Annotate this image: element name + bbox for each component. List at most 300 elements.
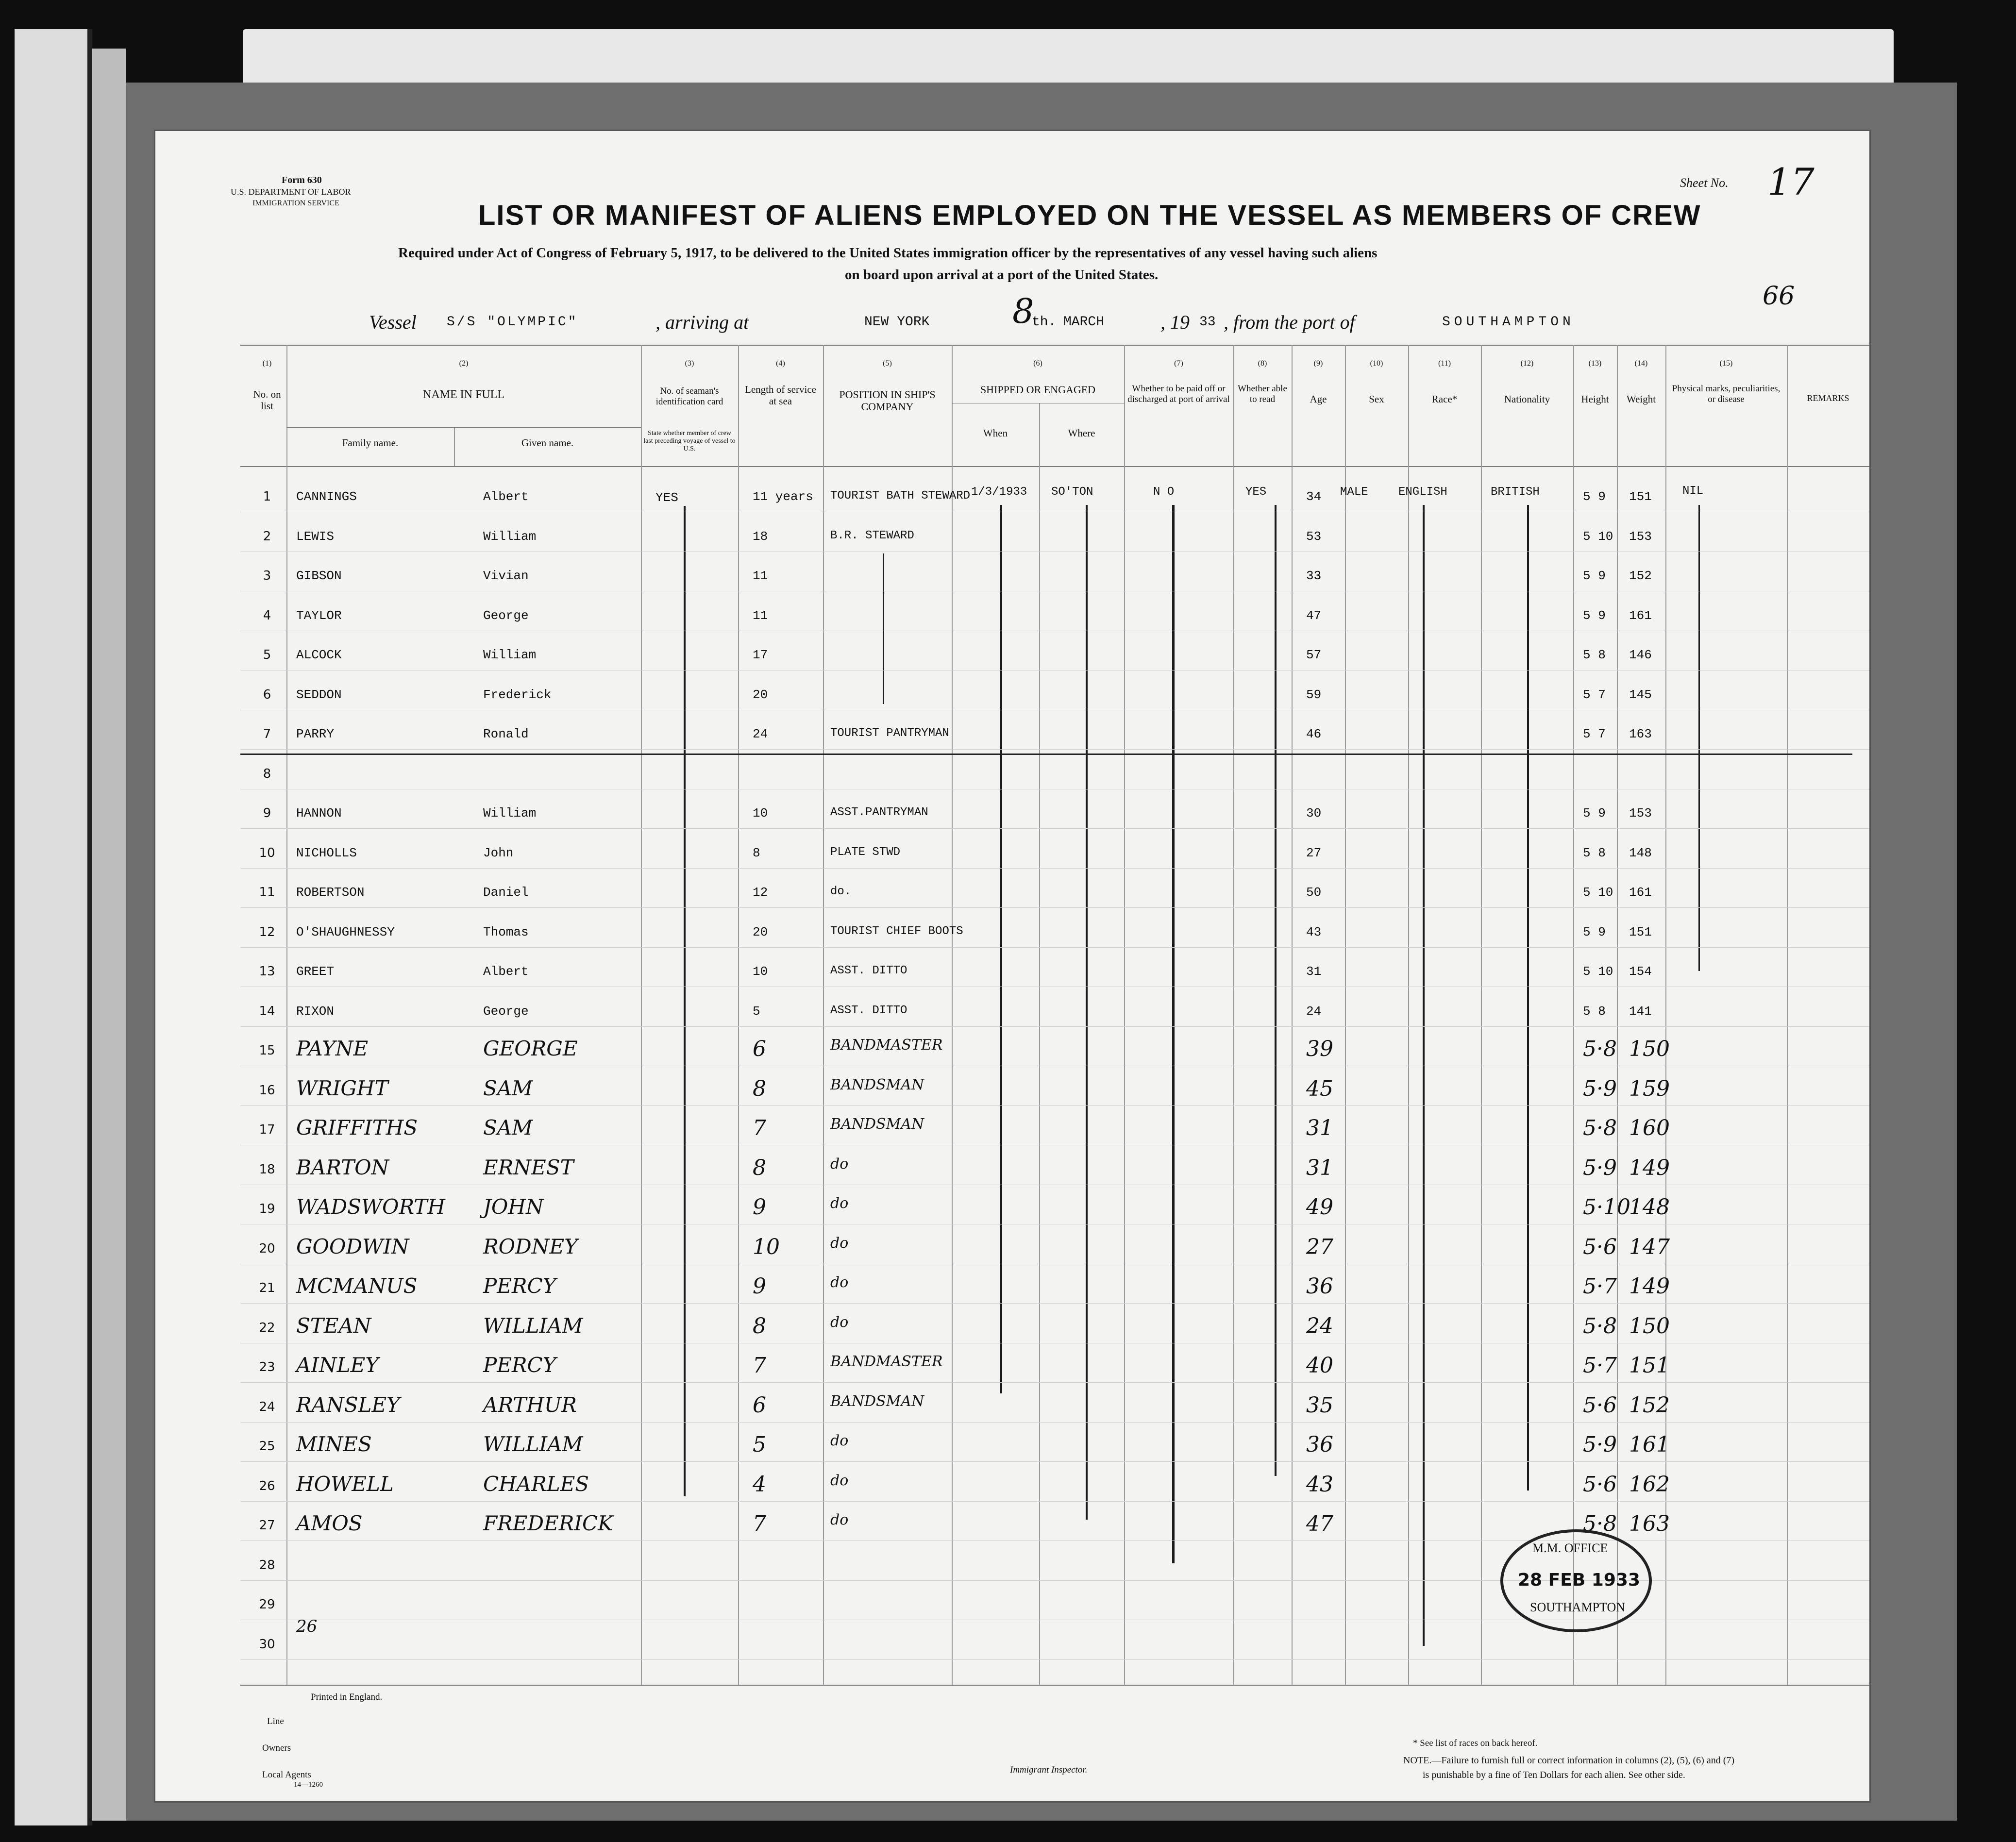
age: 57 bbox=[1306, 648, 1322, 662]
family-name: MINES bbox=[296, 1432, 372, 1456]
nationality-value: BRITISH bbox=[1491, 486, 1540, 499]
header-family-name: Family name. bbox=[342, 437, 399, 449]
ditto-stroke bbox=[1000, 505, 1002, 1393]
line-label: Line bbox=[267, 1716, 284, 1726]
family-name: NICHOLLS bbox=[296, 846, 357, 860]
col-divider bbox=[1408, 345, 1409, 1685]
weight: 161 bbox=[1629, 1432, 1670, 1457]
row-number: 13 bbox=[259, 964, 275, 979]
family-name: AINLEY bbox=[296, 1353, 379, 1377]
age: 45 bbox=[1306, 1076, 1333, 1101]
service-length: 6 bbox=[753, 1393, 766, 1418]
service-length: 11 years bbox=[753, 489, 813, 504]
weight: 151 bbox=[1629, 925, 1652, 939]
position: do bbox=[830, 1472, 849, 1489]
header-sex: Sex bbox=[1369, 393, 1384, 405]
row-number: 3 bbox=[263, 569, 271, 583]
sex-value: MALE bbox=[1340, 486, 1368, 499]
service-length: 11 bbox=[753, 608, 768, 623]
physical-value: NIL bbox=[1682, 485, 1704, 498]
ditto-stroke bbox=[1423, 505, 1425, 1646]
col-divider bbox=[952, 345, 953, 1685]
row-number: 7 bbox=[263, 727, 271, 741]
family-name: AMOS bbox=[296, 1511, 363, 1535]
col-divider bbox=[1233, 345, 1234, 1685]
height: 5 9 bbox=[1583, 608, 1606, 623]
age: 33 bbox=[1306, 569, 1322, 583]
row-number: 21 bbox=[259, 1281, 275, 1295]
table-top-rule bbox=[240, 345, 1869, 346]
col-divider bbox=[1481, 345, 1482, 1685]
service-length: 5 bbox=[753, 1432, 766, 1457]
given-name: George bbox=[483, 608, 529, 623]
weight: 150 bbox=[1629, 1314, 1670, 1339]
col-num-2: (2) bbox=[459, 359, 469, 368]
row-number: 17 bbox=[259, 1122, 275, 1137]
weight: 163 bbox=[1629, 727, 1652, 741]
col-num-8: (8) bbox=[1258, 359, 1267, 368]
from-label: , from the port of bbox=[1224, 311, 1355, 333]
family-name: SEDDON bbox=[296, 687, 342, 702]
family-name: HOWELL bbox=[296, 1472, 394, 1496]
weight: 162 bbox=[1629, 1472, 1670, 1497]
col-divider bbox=[1039, 403, 1040, 1685]
stamp-bottom: SOUTHAMPTON bbox=[1530, 1600, 1625, 1614]
row-number: 1 bbox=[263, 489, 271, 504]
binder-edge bbox=[15, 29, 92, 1825]
stamp-top: M.M. OFFICE bbox=[1532, 1541, 1608, 1555]
row-number: 23 bbox=[259, 1360, 275, 1374]
family-name: GOODWIN bbox=[296, 1235, 409, 1258]
service-length: 11 bbox=[753, 569, 768, 583]
service-length: 8 bbox=[753, 1076, 766, 1101]
row-number: 24 bbox=[259, 1400, 275, 1414]
stamp-date: 28 FEB 1933 bbox=[1518, 1570, 1640, 1590]
row-rule bbox=[240, 947, 1869, 948]
row-rule bbox=[240, 749, 1869, 750]
height: 5 9 bbox=[1583, 569, 1606, 583]
service-length: 8 bbox=[753, 846, 760, 860]
col-num-15: (15) bbox=[1719, 359, 1733, 368]
service-length: 10 bbox=[753, 964, 768, 979]
height: 5 9 bbox=[1583, 806, 1606, 821]
family-name: ALCOCK bbox=[296, 648, 342, 662]
subtitle-line-2: on board upon arrival at a port of the United States. bbox=[845, 267, 1159, 283]
section-rule bbox=[240, 754, 1852, 755]
height: 5·7 bbox=[1583, 1353, 1617, 1378]
height: 5·8 bbox=[1583, 1116, 1617, 1140]
col-divider bbox=[1345, 345, 1346, 1685]
given-name: John bbox=[483, 846, 514, 860]
service-length: 12 bbox=[753, 885, 768, 900]
height: 5 8 bbox=[1583, 1004, 1606, 1019]
service-length: 8 bbox=[753, 1155, 766, 1180]
weight: 148 bbox=[1629, 1195, 1670, 1220]
col-num-9: (9) bbox=[1313, 359, 1323, 368]
header-where: Where bbox=[1068, 427, 1095, 439]
height: 5·6 bbox=[1583, 1235, 1617, 1259]
given-name: ERNEST bbox=[483, 1155, 574, 1179]
arriving-label: , arriving at bbox=[655, 311, 749, 333]
header-weight: Weight bbox=[1626, 393, 1656, 405]
row-rule bbox=[240, 1501, 1869, 1502]
service-length: 7 bbox=[753, 1353, 766, 1378]
header-height: Height bbox=[1581, 393, 1609, 405]
height: 5·10 bbox=[1583, 1195, 1630, 1220]
service-length: 5 bbox=[753, 1004, 760, 1019]
height: 5·8 bbox=[1583, 1511, 1617, 1536]
col-num-12: (12) bbox=[1520, 359, 1534, 368]
row-number: 29 bbox=[259, 1597, 275, 1612]
note-line-1: NOTE.—Failure to furnish full or correct information in columns (2), (5), (6) and (7) bbox=[1403, 1755, 1735, 1766]
row-rule bbox=[240, 1382, 1869, 1383]
age: 49 bbox=[1306, 1195, 1333, 1220]
col-num-6: (6) bbox=[1033, 359, 1042, 368]
position: ASST. DITTO bbox=[830, 1004, 907, 1017]
arrival-month: MARCH bbox=[1063, 315, 1105, 330]
ditto-stroke bbox=[1172, 505, 1175, 1563]
family-name: WADSWORTH bbox=[296, 1195, 445, 1219]
id-card-value: YES bbox=[655, 490, 678, 505]
height: 5 7 bbox=[1583, 727, 1606, 741]
age: 53 bbox=[1306, 529, 1322, 544]
given-name: Albert bbox=[483, 489, 529, 504]
arriving-port: NEW YORK bbox=[864, 315, 930, 330]
age: 36 bbox=[1306, 1274, 1333, 1299]
office-stamp bbox=[1500, 1529, 1652, 1632]
height: 5·6 bbox=[1583, 1393, 1617, 1418]
row-number: 15 bbox=[259, 1043, 275, 1058]
col-divider bbox=[1292, 345, 1293, 1685]
age: 27 bbox=[1306, 1235, 1333, 1259]
form-code: 14—1260 bbox=[294, 1781, 323, 1789]
weight: 161 bbox=[1629, 608, 1652, 623]
page-title: LIST OR MANIFEST OF ALIENS EMPLOYED ON THE VESSEL AS MEMBERS OF CREW bbox=[478, 200, 1701, 231]
service: IMMIGRATION SERVICE bbox=[252, 199, 339, 207]
given-name: PERCY bbox=[483, 1353, 556, 1377]
given-name: SAM bbox=[483, 1076, 533, 1100]
vessel-label: Vessel bbox=[369, 311, 417, 333]
col-divider bbox=[1124, 345, 1125, 1685]
manifest-page bbox=[155, 131, 1869, 1801]
row-number: 18 bbox=[259, 1162, 275, 1177]
height: 5 10 bbox=[1583, 529, 1613, 544]
weight: 151 bbox=[1629, 1353, 1670, 1378]
age: 30 bbox=[1306, 806, 1322, 821]
given-name: William bbox=[483, 806, 537, 821]
service-length: 18 bbox=[753, 529, 768, 544]
family-name: PARRY bbox=[296, 727, 335, 741]
age: 36 bbox=[1306, 1432, 1333, 1457]
service-length: 20 bbox=[753, 925, 768, 939]
from-port: SOUTHAMPTON bbox=[1442, 315, 1575, 330]
header-nationality: Nationality bbox=[1504, 393, 1550, 405]
service-length: 9 bbox=[753, 1195, 766, 1220]
header-position: POSITION IN SHIP'S COMPANY bbox=[839, 388, 936, 413]
weight: 161 bbox=[1629, 885, 1652, 900]
family-name: MCMANUS bbox=[296, 1274, 418, 1298]
col-divider bbox=[641, 345, 642, 1685]
header-name-in-full: NAME IN FULL bbox=[423, 388, 504, 401]
header-paid-off: Whether to be paid off or discharged at port of arrival bbox=[1127, 384, 1230, 404]
position: do bbox=[830, 1432, 849, 1449]
service-length: 17 bbox=[753, 648, 768, 662]
header-given-name: Given name. bbox=[521, 437, 574, 449]
owners-label: Owners bbox=[262, 1743, 291, 1753]
row-number: 25 bbox=[259, 1439, 275, 1454]
given-name: Vivian bbox=[483, 569, 529, 583]
height: 5 9 bbox=[1583, 489, 1606, 504]
position: do bbox=[830, 1511, 849, 1528]
weight: 146 bbox=[1629, 648, 1652, 662]
weight: 148 bbox=[1629, 846, 1652, 860]
height: 5·9 bbox=[1583, 1155, 1617, 1180]
family-name: O'SHAUGHNESSY bbox=[296, 925, 395, 939]
family-name: TAYLOR bbox=[296, 608, 342, 623]
age: 47 bbox=[1306, 608, 1322, 623]
height: 5·8 bbox=[1583, 1314, 1617, 1339]
position: TOURIST PANTRYMAN bbox=[830, 727, 949, 740]
header-race: Race* bbox=[1431, 393, 1458, 405]
name-subrule bbox=[286, 427, 641, 428]
header-able-read: Whether able to read bbox=[1238, 384, 1287, 404]
header-length-service: Length of service at sea bbox=[745, 384, 816, 407]
age: 46 bbox=[1306, 727, 1322, 741]
position: TOURIST CHIEF BOOTS bbox=[830, 925, 963, 938]
given-name: WILLIAM bbox=[483, 1314, 583, 1338]
row-number: 5 bbox=[263, 648, 271, 662]
row-number: 4 bbox=[263, 608, 271, 623]
annotation-number: 66 bbox=[1763, 282, 1795, 311]
weight: 152 bbox=[1629, 569, 1652, 583]
family-name: CANNINGS bbox=[296, 489, 357, 504]
service-length: 10 bbox=[753, 1235, 780, 1259]
row-number: 16 bbox=[259, 1083, 275, 1098]
weight: 141 bbox=[1629, 1004, 1652, 1019]
position: do. bbox=[830, 885, 852, 898]
service-length: 7 bbox=[753, 1511, 766, 1536]
col-num-1: (1) bbox=[262, 359, 272, 368]
col-num-11: (11) bbox=[1438, 359, 1451, 368]
age: 31 bbox=[1306, 1116, 1333, 1140]
sheet-number: 17 bbox=[1767, 160, 1814, 203]
row-number: 2 bbox=[263, 529, 271, 544]
height: 5 8 bbox=[1583, 846, 1606, 860]
height: 5·6 bbox=[1583, 1472, 1617, 1497]
position: BANDSMAN bbox=[830, 1116, 924, 1133]
header-id-card-state: State whether member of crew last preceding voyage of vessel to U.S. bbox=[643, 430, 736, 453]
height: 5·9 bbox=[1583, 1432, 1617, 1457]
col-num-5: (5) bbox=[883, 359, 892, 368]
form-number: Form 630 bbox=[282, 175, 322, 185]
age: 31 bbox=[1306, 964, 1322, 979]
position: PLATE STWD bbox=[830, 846, 901, 859]
row-rule bbox=[240, 1105, 1869, 1106]
family-name: RANSLEY bbox=[296, 1393, 400, 1417]
inspector-label: Immigrant Inspector. bbox=[1010, 1765, 1088, 1775]
weight: 159 bbox=[1629, 1076, 1670, 1101]
given-name: RODNEY bbox=[483, 1235, 578, 1258]
given-name: Albert bbox=[483, 964, 529, 979]
service-length: 7 bbox=[753, 1116, 766, 1140]
given-name: William bbox=[483, 648, 537, 662]
col-num-10: (10) bbox=[1370, 359, 1383, 368]
row-number: 11 bbox=[259, 885, 275, 900]
row-rule bbox=[240, 1422, 1869, 1423]
col-num-13: (13) bbox=[1588, 359, 1602, 368]
ditto-stroke bbox=[1275, 505, 1277, 1476]
row-number: 30 bbox=[259, 1637, 275, 1652]
row-rule bbox=[240, 828, 1869, 829]
age: 47 bbox=[1306, 1511, 1333, 1536]
family-name: GIBSON bbox=[296, 569, 342, 583]
col-num-3: (3) bbox=[685, 359, 694, 368]
header-when: When bbox=[983, 427, 1008, 439]
family-name: HANNON bbox=[296, 806, 342, 821]
service-length: 9 bbox=[753, 1274, 766, 1299]
vessel-name: S/S "OLYMPIC" bbox=[447, 315, 578, 330]
family-name: RIXON bbox=[296, 1004, 335, 1019]
family-name: BARTON bbox=[296, 1155, 389, 1179]
header-bottom-rule bbox=[240, 466, 1869, 467]
given-name: PERCY bbox=[483, 1274, 556, 1298]
department: U.S. DEPARTMENT OF LABOR bbox=[231, 187, 351, 197]
family-name: GREET bbox=[296, 964, 335, 979]
row-number: 28 bbox=[259, 1558, 275, 1573]
height: 5 9 bbox=[1583, 925, 1606, 939]
service-length: 20 bbox=[753, 687, 768, 702]
given-name: JOHN bbox=[483, 1195, 544, 1219]
height: 5·8 bbox=[1583, 1037, 1617, 1061]
given-name: George bbox=[483, 1004, 529, 1019]
header-no-on-list: No. on list bbox=[253, 388, 281, 412]
row-number: 9 bbox=[263, 806, 271, 821]
position: TOURIST BATH STEWARD bbox=[830, 489, 971, 502]
row-number: 12 bbox=[259, 925, 275, 939]
weight: 151 bbox=[1629, 489, 1652, 504]
weight: 152 bbox=[1629, 1393, 1670, 1418]
row-number: 10 bbox=[259, 846, 275, 860]
given-name: William bbox=[483, 529, 537, 544]
age: 43 bbox=[1306, 1472, 1333, 1497]
age: 31 bbox=[1306, 1155, 1333, 1180]
family-name: PAYNE bbox=[296, 1037, 369, 1060]
family-name: STEAN bbox=[296, 1314, 371, 1338]
col-divider bbox=[1617, 345, 1618, 1685]
position: do bbox=[830, 1195, 849, 1212]
age: 50 bbox=[1306, 885, 1322, 900]
family-name: GRIFFITHS bbox=[296, 1116, 418, 1139]
margin-note: 26 bbox=[296, 1617, 318, 1636]
row-number: 19 bbox=[259, 1202, 275, 1216]
header-shipped: SHIPPED OR ENGAGED bbox=[980, 384, 1096, 396]
height: 5·7 bbox=[1583, 1274, 1617, 1299]
weight: 147 bbox=[1629, 1235, 1670, 1259]
row-rule bbox=[240, 1303, 1869, 1304]
height: 5 10 bbox=[1583, 964, 1613, 979]
row-number: 14 bbox=[259, 1004, 275, 1019]
age: 35 bbox=[1306, 1393, 1333, 1418]
given-name: Frederick bbox=[483, 687, 552, 702]
header-physical: Physical marks, peculiarities, or disease bbox=[1672, 384, 1781, 404]
age: 43 bbox=[1306, 925, 1322, 939]
position: ASST. DITTO bbox=[830, 964, 907, 977]
row-rule bbox=[240, 868, 1869, 869]
col-num-7: (7) bbox=[1174, 359, 1183, 368]
weight: 153 bbox=[1629, 806, 1652, 821]
arrival-year: 33 bbox=[1199, 315, 1216, 330]
header-id-card: No. of seaman's identification card bbox=[655, 386, 723, 407]
given-name: WILLIAM bbox=[483, 1432, 583, 1456]
shipped-when: 1/3/1933 bbox=[971, 486, 1027, 499]
service-length: 4 bbox=[753, 1472, 766, 1497]
age: 24 bbox=[1306, 1314, 1333, 1339]
position: do bbox=[830, 1235, 849, 1252]
age: 27 bbox=[1306, 846, 1322, 860]
weight: 149 bbox=[1629, 1155, 1670, 1180]
given-name: GEORGE bbox=[483, 1037, 578, 1060]
row-rule bbox=[240, 1461, 1869, 1462]
position: BANDSMAN bbox=[830, 1393, 924, 1410]
row-rule bbox=[240, 1026, 1869, 1027]
col-divider bbox=[738, 345, 739, 1685]
position: BANDMASTER bbox=[830, 1037, 943, 1054]
family-name: LEWIS bbox=[296, 529, 335, 544]
arrival-day-suffix: th. bbox=[1032, 315, 1057, 330]
position: BANDMASTER bbox=[830, 1353, 943, 1370]
able-read-value: YES bbox=[1245, 486, 1267, 499]
binder-spine bbox=[92, 49, 126, 1821]
given-name: Daniel bbox=[483, 885, 529, 900]
age: 59 bbox=[1306, 687, 1322, 702]
weight: 154 bbox=[1629, 964, 1652, 979]
shipped-where: SO'TON bbox=[1051, 486, 1093, 499]
footer-rule bbox=[240, 1685, 1869, 1686]
race-value: ENGLISH bbox=[1398, 486, 1447, 499]
col-divider bbox=[1787, 345, 1788, 1685]
given-name: SAM bbox=[483, 1116, 533, 1139]
col-num-4: (4) bbox=[776, 359, 785, 368]
family-name: ROBERTSON bbox=[296, 885, 365, 900]
position: BANDSMAN bbox=[830, 1076, 924, 1093]
given-name: CHARLES bbox=[483, 1472, 589, 1496]
position: do bbox=[830, 1314, 849, 1331]
given-name: FREDERICK bbox=[483, 1511, 613, 1535]
weight: 145 bbox=[1629, 687, 1652, 702]
row-number: 26 bbox=[259, 1479, 275, 1493]
weight: 153 bbox=[1629, 529, 1652, 544]
given-name: Thomas bbox=[483, 925, 529, 939]
header-age: Age bbox=[1310, 393, 1327, 405]
height: 5 7 bbox=[1583, 687, 1606, 702]
position: ASST.PANTRYMAN bbox=[830, 806, 928, 819]
position: do bbox=[830, 1155, 849, 1172]
col-divider bbox=[823, 345, 824, 1685]
service-length: 10 bbox=[753, 806, 768, 821]
weight: 150 bbox=[1629, 1037, 1670, 1061]
row-number: 27 bbox=[259, 1518, 275, 1533]
agents-label: Local Agents bbox=[262, 1770, 311, 1780]
weight: 160 bbox=[1629, 1116, 1670, 1140]
row-rule bbox=[240, 1659, 1869, 1660]
height: 5 8 bbox=[1583, 648, 1606, 662]
age: 34 bbox=[1306, 489, 1322, 504]
ditto-stroke bbox=[1698, 505, 1700, 971]
weight: 163 bbox=[1629, 1511, 1670, 1536]
arrival-day: 8 bbox=[1012, 291, 1034, 331]
paid-off-value: N O bbox=[1153, 486, 1175, 499]
row-rule bbox=[240, 907, 1869, 908]
